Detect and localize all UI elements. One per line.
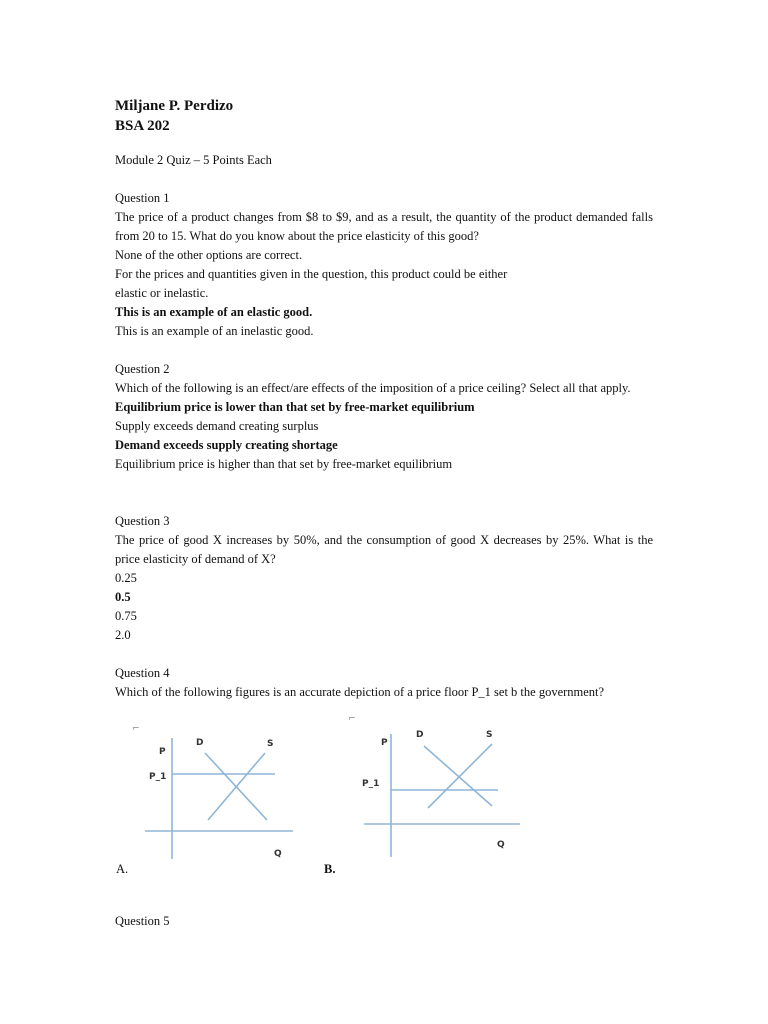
answer-option: 0.75 bbox=[115, 609, 137, 623]
answer-option: 0.25 bbox=[115, 571, 137, 585]
axis-label-p: P bbox=[381, 738, 388, 748]
quiz-title: Module 2 Quiz – 5 Points Each bbox=[115, 153, 272, 167]
question-prompt: The price of good X increases by 50%, and the consumption of good X decreases by 25%. What is the price elasticity of demand of X? bbox=[115, 533, 653, 566]
student-name: Miljane P. Perdizo bbox=[115, 98, 234, 114]
answer-option: For the prices and quantities given in the question, this product could be either bbox=[115, 267, 508, 281]
price-floor-label: P_1 bbox=[149, 772, 167, 782]
figure-b bbox=[344, 712, 566, 872]
question-prompt: Which of the following figures is an accurate depiction of a price floor P_1 set b the government? bbox=[115, 685, 605, 699]
price-floor-graph-a bbox=[117, 716, 322, 874]
answer-option: None of the other options are correct. bbox=[115, 248, 303, 262]
question-label: Question 1 bbox=[115, 191, 170, 205]
student-section: BSA 202 bbox=[115, 118, 170, 134]
supply-label: S bbox=[267, 739, 274, 749]
axis-label-q: Q bbox=[274, 849, 282, 859]
corner-mark: ⌐ bbox=[132, 724, 140, 734]
question-1 bbox=[115, 189, 653, 341]
question-2 bbox=[115, 360, 653, 474]
question-prompt: Which of the following is an effect/are effects of the imposition of a price ceiling? Select all that apply. bbox=[115, 381, 631, 395]
student-header bbox=[115, 96, 653, 136]
answer-option: 2.0 bbox=[115, 628, 131, 642]
answer-option: Supply exceeds demand creating surplus bbox=[115, 419, 319, 433]
question-prompt: The price of a product changes from $8 to $9, and as a result, the quantity of the product demanded falls from 20 to 15. What do you know about the price elasticity of this good? bbox=[115, 210, 653, 243]
question-label: Question 2 bbox=[115, 362, 170, 376]
question-3 bbox=[115, 512, 653, 645]
answer-option-selected: 0.5 bbox=[115, 590, 131, 604]
answer-option-selected: Demand exceeds supply creating shortage bbox=[115, 438, 338, 452]
question-label: Question 3 bbox=[115, 514, 170, 528]
price-floor-graph-b bbox=[344, 712, 566, 872]
price-floor-label: P_1 bbox=[362, 779, 380, 789]
figure-a-option-label: A. bbox=[116, 862, 129, 876]
demand-label: D bbox=[196, 738, 204, 748]
question-4 bbox=[115, 664, 653, 702]
answer-option-selected: This is an example of an elastic good. bbox=[115, 305, 313, 319]
answer-option: Equilibrium price is higher than that set by free-market equilibrium bbox=[115, 457, 453, 471]
axis-label-q: Q bbox=[497, 840, 505, 850]
demand-label: D bbox=[416, 730, 424, 740]
answer-option: This is an example of an inelastic good. bbox=[115, 324, 314, 338]
question-5-label: Question 5 bbox=[115, 914, 170, 928]
axis-label-p: P bbox=[159, 747, 166, 757]
answer-option: elastic or inelastic. bbox=[115, 286, 209, 300]
answer-option-selected: Equilibrium price is lower than that set by free-market equilibrium bbox=[115, 400, 475, 414]
question-label: Question 4 bbox=[115, 666, 170, 680]
corner-mark: ⌐ bbox=[348, 714, 356, 724]
figure-a bbox=[117, 716, 322, 874]
supply-label: S bbox=[486, 730, 493, 740]
figure-b-option-label: B. bbox=[324, 862, 336, 876]
supply-curve bbox=[208, 753, 265, 820]
